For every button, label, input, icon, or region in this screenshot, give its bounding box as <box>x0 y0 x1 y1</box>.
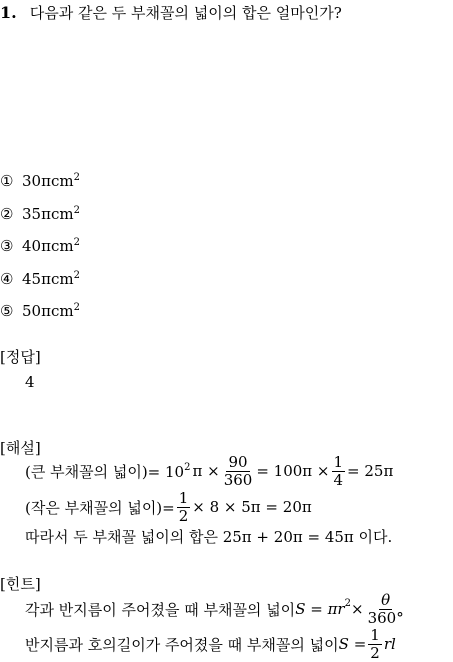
option-value: 30 <box>22 172 42 190</box>
hint-heading: [힌트] <box>0 575 41 593</box>
fraction: $\frac{1}{2}$ <box>370 626 380 662</box>
option-mark: ② <box>0 205 14 223</box>
option-mark: ④ <box>0 270 14 288</box>
option-mark: ⑤ <box>0 302 14 320</box>
fraction: $\frac{1}{4}$ <box>333 453 344 489</box>
question-text: 다음과 같은 두 부채꼴의 넓이의 합은 얼마인가? <box>29 4 342 22</box>
explanation-line-1: (큰 부채꼴의 넓이)= 10 $^2$ π × $\frac{90}{360}$ = 100π × $\frac{1}{4}$ = 25π <box>25 453 394 489</box>
explanation-line-2: (작은 부채꼴의 넓이)= $\frac{1}{2}$ × 8 × 5π = 20π <box>25 489 312 525</box>
option-value: 50 <box>22 302 42 320</box>
question-header <box>0 2 342 23</box>
option-value: 40 <box>22 237 42 255</box>
option-value: 45 <box>22 270 42 288</box>
explanation-line-3: 따라서 두 부채꼴 넓이의 합은 25π + 20π = 45π 이다. <box>25 528 393 546</box>
explanation-heading: [해설] <box>0 439 41 457</box>
option-4[interactable]: ④ 45πcm$^2$ <box>0 270 80 288</box>
fraction: $\frac{90}{360}$ <box>223 453 253 489</box>
fraction: $\frac{1}{2}$ <box>178 489 189 525</box>
option-1[interactable]: ① 30πcm$^2$ <box>0 172 80 190</box>
hint-line-1: 각과 반지름이 주어졌을 때 부채꼴의 넓이 S = πr $^2$ × $\frac{\theta}{360^\circ}$ <box>25 591 404 627</box>
option-5[interactable]: ⑤ 50πcm$^2$ <box>0 302 80 320</box>
option-mark: ① <box>0 172 14 190</box>
fraction: $\frac{\theta}{360^\circ}$ <box>367 591 404 627</box>
option-3[interactable]: ③ 40πcm$^2$ <box>0 237 80 255</box>
answer-heading: [정답] <box>0 348 41 366</box>
hint-line-2: 반지름과 호의길이가 주어졌을 때 부채꼴의 넓이 S = $\frac{1}{2}$ rl <box>25 626 396 662</box>
question-number: 1. <box>0 3 17 22</box>
answer-value: 4 <box>25 373 35 391</box>
option-value: 35 <box>22 205 42 223</box>
option-2[interactable]: ② 35πcm$^2$ <box>0 205 80 223</box>
option-mark: ③ <box>0 237 14 255</box>
